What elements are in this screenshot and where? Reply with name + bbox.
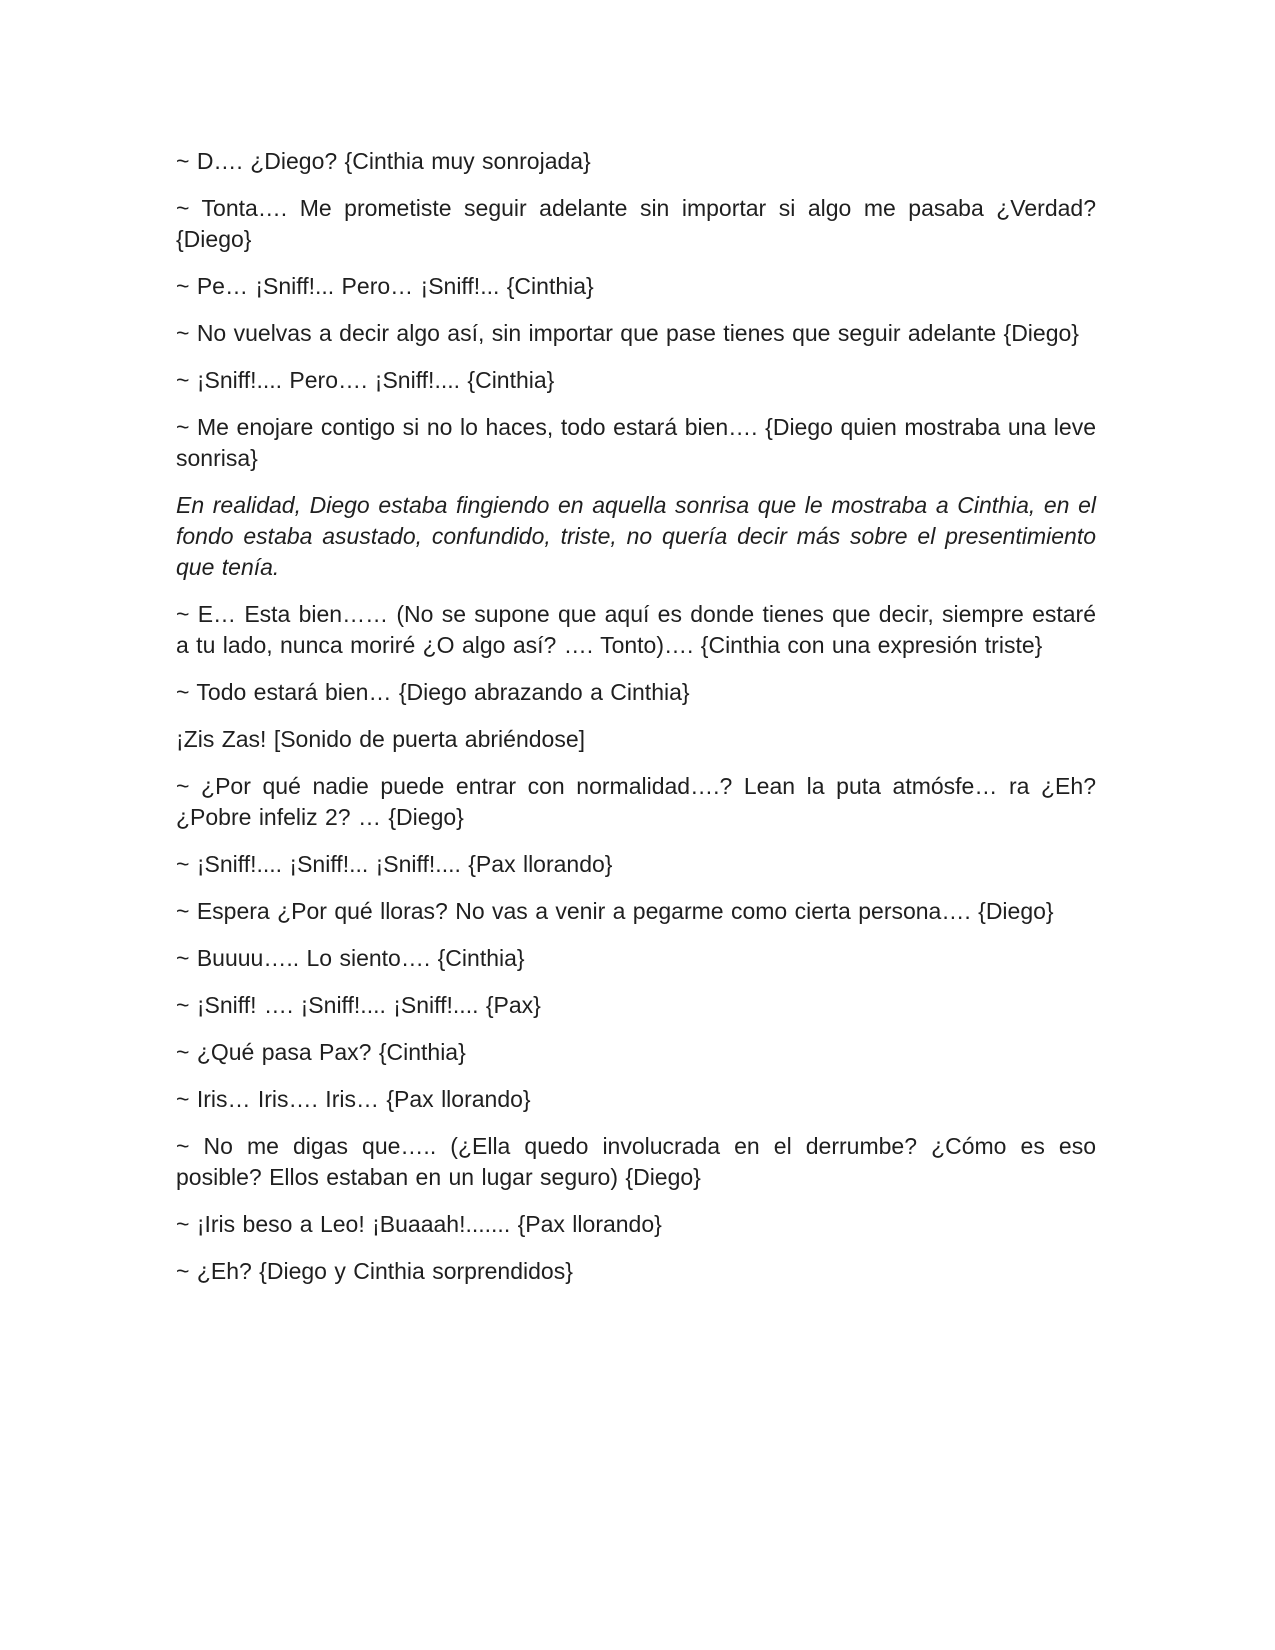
paragraph: ~ ¡Sniff!.... ¡Sniff!... ¡Sniff!.... {Pax llorando} xyxy=(176,851,613,877)
narration-paragraph: En realidad, Diego estaba fingiendo en aquella sonrisa que le mostraba a Cinthia, en el fondo estaba asustado, confundido, triste, no quería decir más sobre el presentimiento que tenía. xyxy=(176,492,1096,580)
paragraph: ¡Zis Zas! [Sonido de puerta abriéndose] xyxy=(176,726,586,752)
paragraph: ~ Tonta…. Me prometiste seguir adelante sin importar si algo me pasaba ¿Verdad? {Diego} xyxy=(176,195,1096,252)
paragraph: ~ ¿Qué pasa Pax? {Cinthia} xyxy=(176,1039,466,1065)
paragraph: ~ ¡Iris beso a Leo! ¡Buaaah!....... {Pax llorando} xyxy=(176,1211,662,1237)
paragraph: ~ Pe… ¡Sniff!... Pero… ¡Sniff!... {Cinthia} xyxy=(176,273,594,299)
paragraph: ~ Todo estará bien… {Diego abrazando a Cinthia} xyxy=(176,679,690,705)
paragraph: ~ ¡Sniff! …. ¡Sniff!.... ¡Sniff!.... {Pax} xyxy=(176,992,541,1018)
paragraph: ~ Espera ¿Por qué lloras? No vas a venir a pegarme como cierta persona…. {Diego} xyxy=(176,898,1054,924)
paragraph: ~ Buuuu….. Lo siento…. {Cinthia} xyxy=(176,945,525,971)
paragraph: ~ D…. ¿Diego? {Cinthia muy sonrojada} xyxy=(176,148,591,174)
paragraph: ~ ¿Eh? {Diego y Cinthia sorprendidos} xyxy=(176,1258,573,1284)
document-body xyxy=(176,146,1096,1303)
paragraph: ~ Me enojare contigo si no lo haces, todo estará bien…. {Diego quien mostraba una leve sonrisa} xyxy=(176,414,1096,471)
paragraph: ~ ¡Sniff!.... Pero…. ¡Sniff!.... {Cinthia} xyxy=(176,367,555,393)
paragraph: ~ ¿Por qué nadie puede entrar con normalidad….? Lean la puta atmósfe… ra ¿Eh? ¿Pobre infeliz 2? … {Diego} xyxy=(176,773,1096,830)
paragraph: ~ Iris… Iris…. Iris… {Pax llorando} xyxy=(176,1086,531,1112)
paragraph: ~ E… Esta bien…… (No se supone que aquí es donde tienes que decir, siempre estaré a tu lado, nunca moriré ¿O algo así? …. Tonto)…. {Cinthia con una expresión triste} xyxy=(176,601,1096,658)
paragraph: ~ No vuelvas a decir algo así, sin importar que pase tienes que seguir adelante {Diego} xyxy=(176,320,1079,346)
paragraph: ~ No me digas que….. (¿Ella quedo involucrada en el derrumbe? ¿Cómo es eso posible? Ellos estaban en un lugar seguro) {Diego} xyxy=(176,1133,1096,1190)
